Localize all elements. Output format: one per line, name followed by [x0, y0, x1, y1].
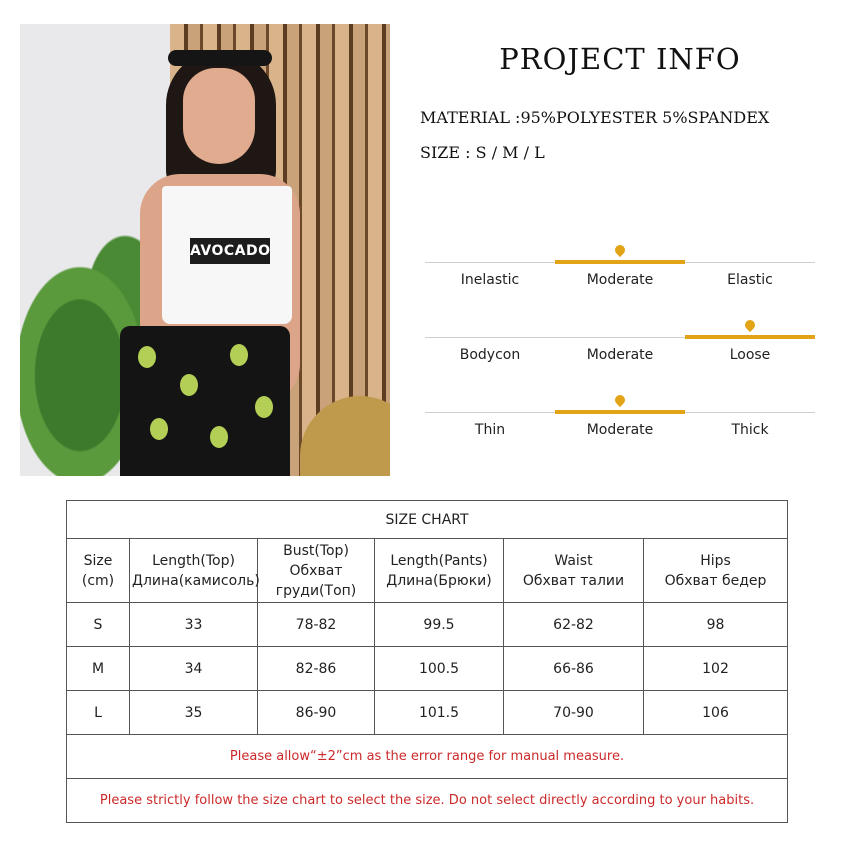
header-en: Length(Pants): [390, 552, 488, 569]
scale-label: Thin: [474, 422, 506, 438]
size-chart-table: [66, 500, 788, 823]
size-info: SIZE : S / M / L: [420, 143, 545, 162]
header-ru: Обхват груди(Топ): [275, 562, 357, 599]
table-cell: M: [67, 647, 130, 691]
scale-label: Inelastic: [460, 272, 520, 288]
scale-selected-bar: [555, 260, 685, 264]
column-header: [130, 539, 258, 603]
scale-selected-bar: [555, 410, 685, 414]
location-pin-icon: [613, 243, 627, 257]
avocado-print-icon: [138, 346, 156, 368]
photo-model-face: [183, 68, 255, 164]
table-cell: 33: [130, 603, 258, 647]
location-pin-icon: [743, 318, 757, 332]
table-cell: S: [67, 603, 130, 647]
table-cell: 101.5: [375, 691, 504, 735]
table-cell: 62-82: [504, 603, 644, 647]
fit-scale: [425, 337, 815, 387]
table-row: [67, 647, 788, 691]
elasticity-scale: [425, 262, 815, 312]
table-cell: 70-90: [504, 691, 644, 735]
scale-label: Moderate: [586, 347, 654, 363]
header-ru: Длина(камисоль): [132, 572, 260, 589]
header-ru: Длина(Брюки): [386, 572, 492, 589]
avocado-print-icon: [150, 418, 168, 440]
column-header: [504, 539, 644, 603]
table-cell: 82-86: [258, 647, 375, 691]
avocado-print-icon: [210, 426, 228, 448]
photo-headband: [168, 50, 272, 66]
header-en: Length(Top): [152, 552, 235, 569]
table-cell: 100.5: [375, 647, 504, 691]
table-cell: 35: [130, 691, 258, 735]
measurement-note: Please allow“±2”cm as the error range for manual measure.: [67, 735, 788, 779]
avocado-print-icon: [255, 396, 273, 418]
photo-shirt-print: AVOCADO: [190, 238, 270, 264]
size-chart-title: SIZE CHART: [67, 501, 788, 539]
table-note-row: [67, 779, 788, 823]
project-info-title: PROJECT INFO: [499, 42, 741, 76]
thickness-scale: [425, 412, 815, 462]
scale-label: Elastic: [727, 272, 773, 288]
avocado-print-icon: [180, 374, 198, 396]
table-cell: 86-90: [258, 691, 375, 735]
size-selection-note: Please strictly follow the size chart to select the size. Do not select directly according to your habits.: [67, 779, 788, 823]
header-en: Waist: [554, 552, 593, 569]
scale-label: Thick: [731, 422, 769, 438]
table-cell: 99.5: [375, 603, 504, 647]
header-ru: Обхват бедер: [664, 572, 767, 589]
header-ru: Обхват талии: [522, 572, 625, 589]
table-cell: 102: [644, 647, 788, 691]
scale-label: Loose: [729, 347, 771, 363]
table-cell: 78-82: [258, 603, 375, 647]
table-cell: 34: [130, 647, 258, 691]
table-cell: L: [67, 691, 130, 735]
table-row: [67, 691, 788, 735]
location-pin-icon: [613, 393, 627, 407]
material-info: MATERIAL :95%POLYESTER 5%SPANDEX: [420, 108, 770, 127]
table-cell: 106: [644, 691, 788, 735]
photo-pants: [120, 326, 290, 476]
column-header: [67, 539, 130, 603]
column-header: [258, 539, 375, 603]
header-en: Size: [83, 552, 113, 569]
column-header: [644, 539, 788, 603]
table-header-row: [67, 539, 788, 603]
header-en: Bust(Top): [283, 542, 349, 559]
table-cell: 98: [644, 603, 788, 647]
header-ru: (cm): [81, 572, 115, 589]
scale-label: Bodycon: [459, 347, 521, 363]
scale-label: Moderate: [586, 422, 654, 438]
scale-label: Moderate: [586, 272, 654, 288]
table-note-row: [67, 735, 788, 779]
column-header: [375, 539, 504, 603]
table-cell: 66-86: [504, 647, 644, 691]
header-en: Hips: [700, 552, 731, 569]
table-row: [67, 603, 788, 647]
product-photo: [20, 24, 390, 476]
avocado-print-icon: [230, 344, 248, 366]
scale-selected-bar: [685, 335, 815, 339]
